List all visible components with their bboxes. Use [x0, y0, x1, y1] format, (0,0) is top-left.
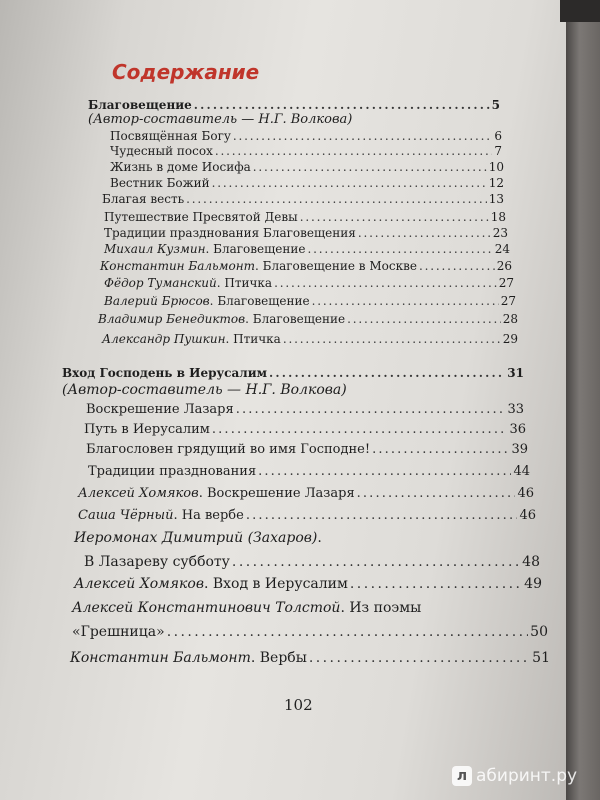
- entry-page: 51: [532, 650, 550, 666]
- entry-page: 10: [488, 160, 504, 174]
- leader-dots: [350, 576, 522, 592]
- entry-page: 29: [502, 332, 518, 346]
- toc-entry: Валерий Брюсов. Благовещение . . . 27: [104, 294, 516, 308]
- entry-page: 49: [524, 576, 542, 592]
- compiler-note: (Автор-составитель — Н.Г. Волкова): [62, 382, 347, 398]
- entry-author: Саша Чёрный: [78, 508, 174, 523]
- entry-author: Валерий Брюсов: [104, 294, 210, 308]
- labirint-logo-icon: л: [452, 766, 472, 786]
- leader-dots: [186, 192, 487, 206]
- entry-title: На вербе: [181, 508, 244, 523]
- entry-title: Благословен грядущий во имя Господне!: [86, 442, 371, 457]
- page-edge: [566, 0, 600, 800]
- toc-entry: Фёдор Туманский. Птичка . . . 27: [104, 276, 514, 290]
- entry-page: 36: [509, 422, 526, 437]
- entry-page: 48: [522, 554, 540, 570]
- toc-compiler-note: [62, 382, 347, 398]
- toc-title: Содержание: [112, 60, 260, 84]
- entry-title: Жизнь в доме Иосифа: [110, 160, 251, 174]
- toc-entry: [88, 464, 530, 479]
- section-heading-page: 5: [491, 98, 500, 112]
- leader-dots: [307, 242, 492, 256]
- toc-entry: [104, 226, 508, 240]
- leader-dots: [309, 650, 530, 666]
- entry-title: Посвящённая Богу: [110, 129, 231, 143]
- leader-dots: [269, 366, 505, 380]
- toc-entry: Алексей Хомяков. Воскрешение Лазаря . . . 46: [78, 486, 534, 501]
- entry-page: 44: [513, 464, 530, 479]
- leader-dots: [236, 402, 506, 417]
- leader-dots: [232, 554, 520, 570]
- leader-dots: [283, 332, 501, 346]
- compiler-note: (Автор-составитель — Н.Г. Волкова): [88, 112, 353, 127]
- entry-author: Фёдор Туманский: [104, 276, 217, 290]
- toc-entry: Владимир Бенедиктов. Благовещение . . . 28: [98, 312, 518, 326]
- leader-dots: [347, 312, 501, 326]
- entry-author: Алексей Константинович Толстой: [72, 600, 341, 616]
- toc-entry: Константин Бальмонт. Вербы . . . 51: [70, 650, 550, 666]
- entry-page: 24: [494, 242, 510, 256]
- toc-entry: [110, 129, 502, 143]
- entry-title: Вербы: [259, 650, 307, 666]
- toc-section-heading: [62, 366, 524, 380]
- entry-title: Благовещение: [213, 242, 306, 256]
- leader-dots: [358, 226, 491, 240]
- section-heading-page: 31: [507, 366, 524, 380]
- toc-entry: [110, 160, 504, 174]
- entry-page: 28: [502, 312, 518, 326]
- page-number: 102: [284, 696, 313, 714]
- entry-page: 23: [492, 226, 508, 240]
- entry-page: 39: [511, 442, 528, 457]
- entry-page: 13: [488, 192, 504, 206]
- section-heading-label: Благовещение: [88, 98, 192, 112]
- leader-dots: [233, 129, 492, 143]
- entry-page: 27: [498, 276, 514, 290]
- leader-dots: [274, 276, 497, 290]
- leader-dots: [212, 176, 487, 190]
- entry-author: Константин Бальмонт: [100, 259, 256, 273]
- toc-entry: [84, 554, 540, 570]
- toc-entry: Алексей Константинович Толстой . Из поэмы: [72, 600, 422, 616]
- entry-title: В Лазареву субботу: [84, 554, 230, 570]
- toc-entry: [110, 176, 504, 190]
- entry-author: Алексей Хомяков: [74, 576, 204, 592]
- entry-page: 7: [494, 144, 502, 158]
- entry-page: 18: [490, 210, 506, 224]
- entry-page: 46: [519, 508, 536, 523]
- leader-dots: [258, 464, 511, 479]
- toc-entry: [110, 144, 502, 158]
- leader-dots: [312, 294, 499, 308]
- entry-page: 6: [494, 129, 502, 143]
- toc-entry: [102, 192, 504, 206]
- entry-page: 46: [517, 486, 534, 501]
- entry-title: Воскрешение Лазаря: [206, 486, 355, 501]
- entry-title: Воскрешение Лазаря: [86, 402, 234, 417]
- section-heading-label: Вход Господень в Иерусалим: [62, 366, 268, 380]
- toc-entry: Михаил Кузмин. Благовещение . . . 24: [104, 242, 510, 256]
- leader-dots: [194, 98, 490, 112]
- entry-page: 50: [530, 624, 548, 640]
- entry-title: Благовещение: [252, 312, 346, 326]
- entry-page: 27: [500, 294, 516, 308]
- toc-entry: Иеромонах Димитрий (Захаров) .: [74, 530, 322, 546]
- entry-title: Птичка: [224, 276, 273, 290]
- toc-section-heading: [88, 98, 500, 112]
- entry-title: Благая весть: [102, 192, 185, 206]
- toc-compiler-note: [88, 112, 352, 127]
- toc-entry: Алексей Хомяков. Вход в Иерусалим . . . 49: [74, 576, 542, 592]
- toc-entry: Константин Бальмонт. Благовещение в Москве . . . 26: [100, 259, 512, 273]
- toc-entry: [84, 422, 526, 437]
- entry-author: Владимир Бенедиктов: [98, 312, 246, 326]
- entry-title: Вход в Иерусалим: [212, 576, 348, 592]
- entry-title: Благовещение: [217, 294, 310, 308]
- dark-corner: [560, 0, 600, 22]
- toc-entry: Александр Пушкин. Птичка . . . 29: [102, 332, 518, 346]
- entry-title: Путешествие Пресвятой Девы: [104, 210, 298, 224]
- entry-title: Благовещение в Москве: [262, 259, 417, 273]
- leader-dots: [212, 422, 508, 437]
- entry-title: Вестник Божий: [110, 176, 210, 190]
- leader-dots: [253, 160, 487, 174]
- entry-author: Михаил Кузмин: [104, 242, 206, 256]
- leader-dots: [167, 624, 528, 640]
- entry-author: Алексей Хомяков: [78, 486, 199, 501]
- entry-title: Путь в Иерусалим: [84, 422, 210, 437]
- toc-entry: Саша Чёрный. На вербе . . . 46: [78, 508, 536, 523]
- toc-entry: [86, 442, 528, 457]
- watermark: [452, 766, 577, 786]
- entry-title: Чудесный посох: [110, 144, 213, 158]
- entry-author: Константин Бальмонт: [70, 650, 251, 666]
- entry-title: Традиции празднования: [88, 464, 257, 479]
- leader-dots: [372, 442, 509, 457]
- entry-author: Александр Пушкин: [102, 332, 226, 346]
- leader-dots: [300, 210, 489, 224]
- entry-title: Из поэмы: [349, 600, 422, 616]
- leader-dots: [215, 144, 493, 158]
- entry-page: 33: [507, 402, 524, 417]
- entry-page: 26: [496, 259, 512, 273]
- leader-dots: [357, 486, 516, 501]
- toc-entry: [86, 402, 524, 417]
- entry-page: 12: [488, 176, 504, 190]
- entry-title: Птичка: [233, 332, 281, 346]
- entry-title: «Грешница»: [72, 624, 165, 640]
- leader-dots: [419, 259, 495, 273]
- toc-entry: [104, 210, 506, 224]
- toc-entry: [72, 624, 548, 640]
- leader-dots: [246, 508, 518, 523]
- entry-author: Иеромонах Димитрий (Захаров): [74, 530, 318, 546]
- entry-title: Традиции празднования Благовещения: [104, 226, 356, 240]
- watermark-text: абиринт.ру: [476, 766, 578, 786]
